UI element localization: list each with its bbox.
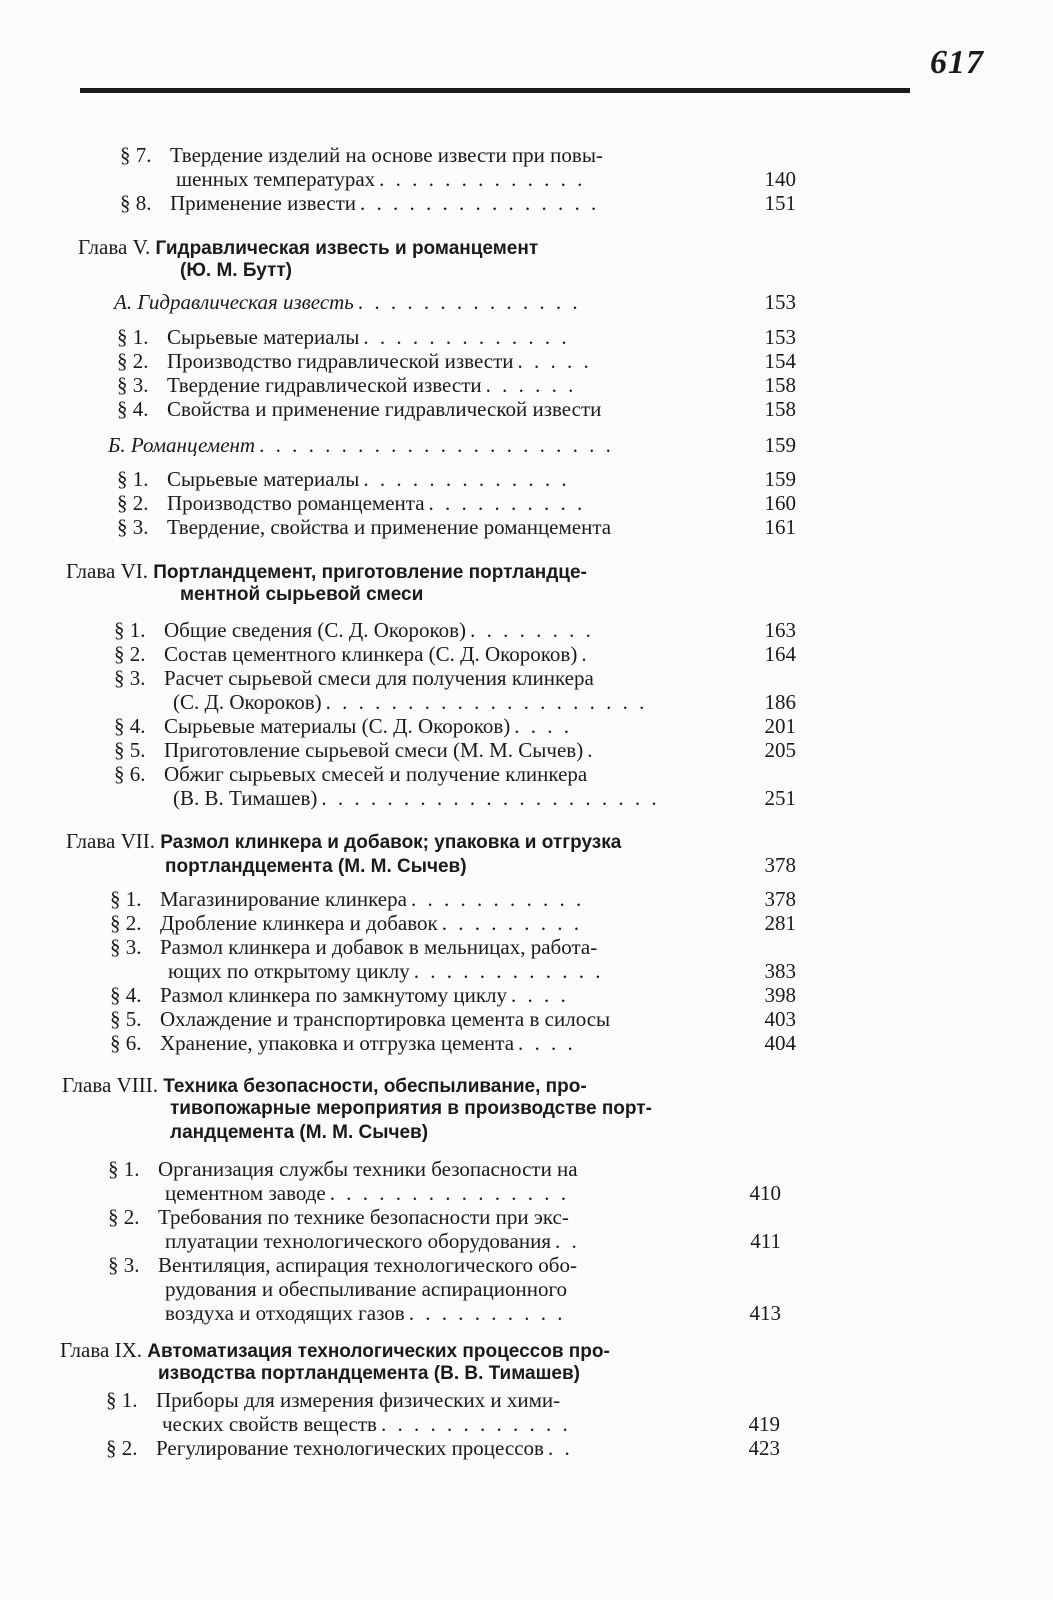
entry-page: 383 (764, 959, 796, 983)
entry-page: 153 (764, 325, 796, 349)
dot-leader: . . . . . . . . . . . . . (363, 467, 570, 491)
entry-title: Расчет сырьевой смеси для получения клинкера (164, 666, 594, 690)
section-number: § 4. (114, 714, 146, 738)
toc-entry (114, 762, 754, 786)
entry-title: Обжиг сырьевых смесей и получение клинкера (164, 762, 588, 786)
entry-page: 404 (764, 1031, 796, 1055)
entry-page: 410 (749, 1181, 781, 1205)
entry-title: шенных температурах (176, 167, 376, 191)
entry-title: Хранение, упаковка и отгрузка цемента (160, 1031, 515, 1055)
entry-page: 186 (764, 690, 796, 714)
entry-page: 378 (764, 887, 796, 911)
chapter-heading (66, 829, 776, 855)
toc-entry-continuation (162, 1412, 780, 1436)
toc-entry (114, 714, 796, 738)
entry-title: Свойства и применение гидравлической извести (167, 397, 602, 421)
entry-title: Магазинирование клинкера (160, 887, 407, 911)
chapter-title: ландцемента (М. М. Сычев) (170, 1122, 429, 1143)
toc-entry-continuation (176, 167, 796, 191)
section-number: § 2. (110, 911, 142, 935)
section-number: § 3. (114, 666, 146, 690)
section-number: § 2. (108, 1205, 140, 1229)
dot-leader: . . . . . . . . . . . . . (379, 167, 586, 191)
toc-entry (114, 618, 796, 642)
section-number: § 2. (106, 1436, 138, 1460)
part-page: 153 (764, 290, 796, 314)
toc-entry (117, 397, 796, 421)
dot-leader: . . . . . . . . . . . . . . . . . . . . . (321, 786, 660, 810)
chapter-page: 378 (764, 853, 796, 877)
dot-leader: . . . . . . . . . . . (410, 887, 585, 911)
chapter-label: Глава VI. (66, 559, 154, 583)
entry-page: 423 (748, 1436, 780, 1460)
chapter-title: Размол клинкера и добавок; упаковка и отгрузка (160, 832, 622, 853)
section-number: § 4. (117, 397, 149, 421)
section-number: § 1. (108, 1157, 140, 1181)
entry-page: 164 (764, 642, 796, 666)
entry-title: Сырьевые материалы (С. Д. Окороков) (164, 714, 511, 738)
chapter-heading (60, 1338, 776, 1364)
dot-leader: . . . . . . . . . . . . . . . (329, 1181, 570, 1205)
chapter-heading-continuation (170, 1121, 670, 1145)
entry-title: Регулирование технологических процессов (156, 1436, 544, 1460)
entry-title: воздуха и отходящих газов (165, 1301, 405, 1325)
entry-title: Твердение, свойства и применение романцемента (167, 515, 612, 539)
dot-leader: . . . . . . . . (470, 618, 594, 642)
entry-title: (С. Д. Окороков) (173, 690, 322, 714)
section-number: § 8. (120, 191, 152, 215)
toc-entry (110, 887, 796, 911)
chapter-heading-continuation (158, 1362, 718, 1386)
dot-leader: . . . . . . . . . . . . . . . . . . . . . . (259, 433, 614, 457)
entry-title: Приготовление сырьевой смеси (М. М. Сычев) (164, 738, 584, 762)
chapter-heading (78, 235, 778, 261)
page-number: 617 (930, 44, 984, 81)
part-title: А. Гидравлическая известь (114, 290, 354, 314)
chapter-title: Гидравлическая известь и романцемент (155, 238, 539, 259)
chapter-label: Глава IX. (60, 1338, 148, 1362)
chapter-label: Глава V. (78, 235, 156, 259)
section-number: § 5. (114, 738, 146, 762)
entry-title: Размол клинкера по замкнутому циклу (160, 983, 508, 1007)
entry-title: Требования по технике безопасности при экс- (158, 1205, 569, 1229)
toc-entry (106, 1436, 780, 1460)
entry-title: Твердение изделий на основе извести при повы- (170, 143, 603, 167)
entry-title: плуатации технологического оборудования (165, 1229, 552, 1253)
toc-entry (117, 325, 796, 349)
section-number: § 1. (117, 325, 149, 349)
toc-entry (117, 515, 796, 539)
entry-page: 158 (764, 397, 796, 421)
part-heading (114, 290, 796, 314)
section-number: § 2. (117, 491, 149, 515)
entry-page: 160 (764, 491, 796, 515)
section-number: § 2. (114, 642, 146, 666)
entry-title: ческих свойств веществ (162, 1412, 377, 1436)
dot-leader: . . . . . . . . . . . . (380, 1412, 571, 1436)
toc-entry-continuation (173, 786, 796, 810)
section-number: § 5. (110, 1007, 142, 1031)
entry-page: 154 (764, 349, 796, 373)
dot-leader: . (581, 642, 590, 666)
dot-leader: . . (555, 1229, 580, 1253)
chapter-heading-continuation (180, 583, 580, 607)
entry-page: 151 (764, 191, 796, 215)
section-number: § 3. (117, 373, 149, 397)
entry-title: Организация службы техники безопасности на (158, 1157, 578, 1181)
entry-page: 398 (764, 983, 796, 1007)
toc-entry (110, 983, 796, 1007)
part-heading (108, 433, 796, 457)
section-number: § 1. (110, 887, 142, 911)
toc-entry-continuation (165, 1277, 735, 1301)
section-number: § 3. (108, 1253, 140, 1277)
toc-entry (117, 467, 796, 491)
dot-leader: . . . . . . . . . . . . . . (357, 290, 581, 314)
dot-leader: . . . . (518, 1031, 576, 1055)
chapter-title: ментной сырьевой смеси (180, 584, 424, 605)
section-number: § 7. (120, 143, 152, 167)
toc-entry (117, 349, 796, 373)
entry-page: 140 (764, 167, 796, 191)
entry-title: цементном заводе (165, 1181, 326, 1205)
entry-title: рудования и обеспыливание аспирационного (165, 1277, 568, 1301)
toc-entry (120, 143, 760, 167)
dot-leader: . . . . . (517, 349, 592, 373)
dot-leader: . . . . . . . . . . . . (413, 959, 604, 983)
entry-page: 159 (764, 467, 796, 491)
entry-title: Применение извести (170, 191, 357, 215)
entry-title: Сырьевые материалы (167, 325, 360, 349)
dot-leader: . (587, 738, 596, 762)
chapter-heading-continuation (180, 259, 580, 283)
entry-page: 205 (764, 738, 796, 762)
dot-leader: . . . . (511, 983, 569, 1007)
entry-title: Твердение гидравлической извести (167, 373, 482, 397)
entry-page: 413 (749, 1301, 781, 1325)
toc-entry-continuation (173, 690, 796, 714)
toc-entry (114, 738, 796, 762)
chapter-title: (Ю. М. Бутт) (180, 260, 293, 281)
entry-title: Дробление клинкера и добавок (160, 911, 438, 935)
dot-leader: . . . . . . . . . . . . . . . . . . . . (325, 690, 648, 714)
entry-title: Приборы для измерения физических и хими- (156, 1388, 561, 1412)
entry-title: Производство гидравлической извести (167, 349, 514, 373)
section-number: § 2. (117, 349, 149, 373)
section-number: § 4. (110, 983, 142, 1007)
toc-entry (108, 1205, 738, 1229)
entry-page: 403 (764, 1007, 796, 1031)
chapter-label: Глава VII. (66, 829, 161, 853)
toc-entry (108, 1157, 738, 1181)
chapter-title: изводства портландцемента (В. В. Тимашев) (158, 1363, 581, 1384)
entry-page: 419 (748, 1412, 780, 1436)
toc-entry (110, 1007, 796, 1031)
toc-entry (117, 373, 796, 397)
entry-page: 201 (764, 714, 796, 738)
dot-leader: . . . . . . . . . . . . . . . (360, 191, 600, 215)
dot-leader: . . . . (514, 714, 573, 738)
chapter-heading (62, 1073, 776, 1099)
dot-leader: . . . . . . . . . . . . . (363, 325, 570, 349)
entry-page: 158 (764, 373, 796, 397)
toc-entry (117, 491, 796, 515)
section-number: § 1. (114, 618, 146, 642)
entry-page: 161 (764, 515, 796, 539)
toc-entry (114, 642, 796, 666)
entry-page: 163 (764, 618, 796, 642)
toc-entry (120, 191, 796, 215)
section-number: § 1. (117, 467, 149, 491)
entry-title: ющих по открытому циклу (168, 959, 410, 983)
chapter-title: Портландцемент, приготовление портландце- (153, 562, 587, 583)
dot-leader: . . (547, 1436, 573, 1460)
entry-title: Размол клинкера и добавок в мельницах, работа- (160, 935, 598, 959)
chapter-title: тивопожарные мероприятия в производстве порт- (170, 1098, 652, 1119)
section-number: § 3. (117, 515, 149, 539)
chapter-title: Автоматизация технологических процессов про- (147, 1341, 610, 1362)
entry-page: 281 (764, 911, 796, 935)
toc-entry (110, 935, 760, 959)
chapter-title: Техника безопасности, обеспыливание, про- (163, 1076, 587, 1097)
toc-entry-continuation (165, 1229, 781, 1253)
toc-entry (108, 1253, 738, 1277)
dot-leader: . . . . . . (485, 373, 577, 397)
section-number: § 1. (106, 1388, 138, 1412)
part-page: 159 (764, 433, 796, 457)
entry-title: (В. В. Тимашев) (173, 786, 318, 810)
toc-entry (110, 1031, 796, 1055)
toc-entry (106, 1388, 736, 1412)
dot-leader: . . . . . . . . . . (408, 1301, 566, 1325)
entry-title: Производство романцемента (167, 491, 425, 515)
entry-title: Состав цементного клинкера (С. Д. Окороков) (164, 642, 578, 666)
section-number: § 6. (110, 1031, 142, 1055)
part-title: Б. Романцемент (108, 433, 256, 457)
toc-entry (110, 911, 796, 935)
chapter-heading (66, 559, 776, 585)
chapter-heading-continuation (165, 853, 796, 879)
toc-entry-continuation (168, 959, 796, 983)
entry-title: Общие сведения (С. Д. Окороков) (164, 618, 467, 642)
toc-entry-continuation (165, 1301, 781, 1325)
entry-title: Сырьевые материалы (167, 467, 360, 491)
dot-leader: . . . . . . . . . (441, 911, 582, 935)
section-number: § 6. (114, 762, 146, 786)
chapter-label: Глава VIII. (62, 1073, 164, 1097)
entry-page: 251 (764, 786, 796, 810)
chapter-title: портландцемента (М. М. Сычев) (165, 856, 467, 877)
dot-leader: . . . . . . . . . . (428, 491, 586, 515)
entry-title: Охлаждение и транспортировка цемента в силосы (160, 1007, 611, 1031)
section-number: § 3. (110, 935, 142, 959)
toc-entry (114, 666, 754, 690)
entry-title: Вентиляция, аспирация технологического обо- (158, 1253, 577, 1277)
chapter-heading-continuation (170, 1097, 776, 1121)
toc-entry-continuation (165, 1181, 781, 1205)
entry-page: 411 (750, 1229, 781, 1253)
